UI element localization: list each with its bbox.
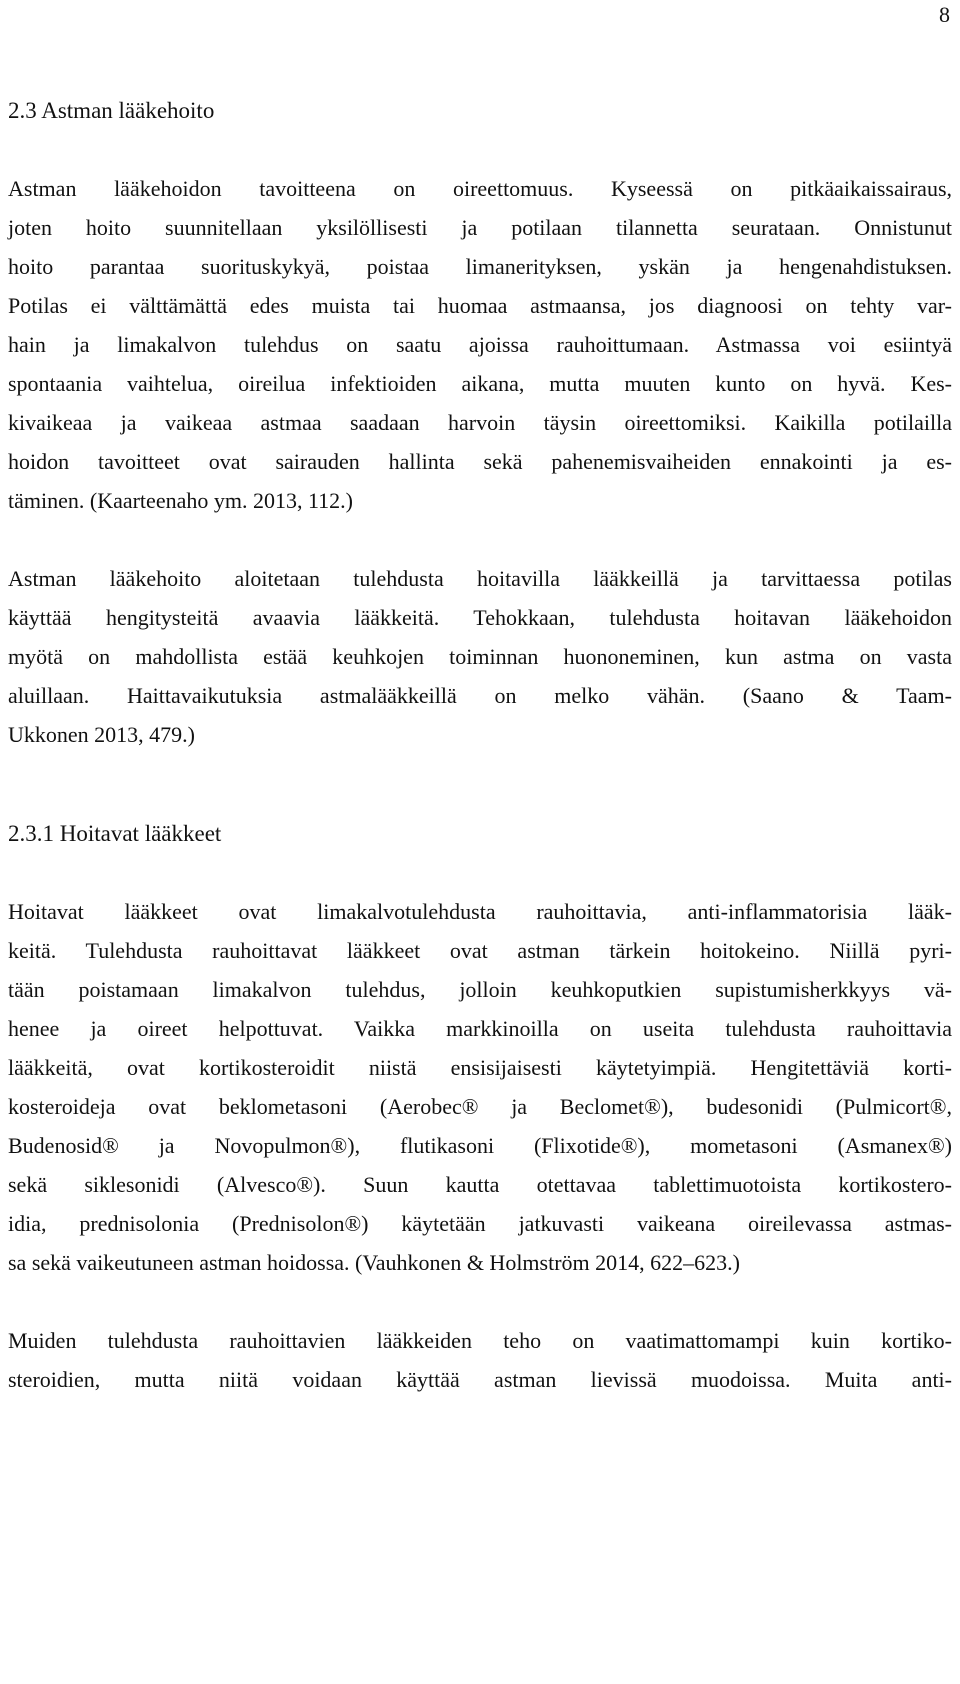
text-line: Astman lääkehoito aloitetaan tulehdusta hoitavilla lääkkeillä ja tarvittaessa potilas — [8, 566, 952, 591]
text-line: sa sekä vaikeutuneen astman hoidossa. (Vauhkonen & Holmström 2014, 622–623.) — [8, 1250, 740, 1275]
page-number: 8 — [939, 2, 950, 27]
text-line: Muiden tulehdusta rauhoittavien lääkkeiden teho on vaatimattomampi kuin kortiko- — [8, 1328, 952, 1353]
text-line: Budenosid® ja Novopulmon®), flutikasoni (Flixotide®), mometasoni (Asmanex®) — [8, 1133, 952, 1158]
text-line: keitä. Tulehdusta rauhoittavat lääkkeet ovat astman tärkein hoitokeino. Niillä pyri- — [8, 938, 952, 963]
text-line: Potilas ei välttämättä edes muista tai huomaa astmaansa, jos diagnoosi on tehty var- — [8, 293, 952, 318]
text-line: Ukkonen 2013, 479.) — [8, 722, 195, 747]
text-line: hoito parantaa suorituskykyä, poistaa limanerityksen, yskän ja hengenahdistuksen. — [8, 254, 952, 279]
text-line: sekä siklesonidi (Alvesco®). Suun kautta otettavaa tablettimuotoista kortikostero- — [8, 1172, 952, 1197]
text-line: idia, prednisolonia (Prednisolon®) käytetään jatkuvasti vaikeana oireilevassa astmas- — [8, 1211, 952, 1236]
subsection-heading: 2.3.1 Hoitavat lääkkeet — [8, 821, 222, 846]
text-line: kivaikeaa ja vaikeaa astmaa saadaan harvoin täysin oireettomiksi. Kaikilla potilailla — [8, 410, 952, 435]
text-line: Astman lääkehoidon tavoitteena on oireettomuus. Kyseessä on pitkäaikaissairaus, — [8, 176, 952, 201]
text-line: hoidon tavoitteet ovat sairauden hallinta sekä pahenemisvaiheiden ennakointi ja es- — [8, 449, 952, 474]
text-line: aluillaan. Haittavaikutuksia astmalääkkeillä on melko vähän. (Saano & Taam- — [8, 683, 952, 708]
section-heading: 2.3 Astman lääkehoito — [8, 98, 215, 123]
text-line: spontaania vaihtelua, oireilua infektioiden aikana, mutta muuten kunto on hyvä. Kes- — [8, 371, 952, 396]
text-line: tään poistamaan limakalvon tulehdus, jolloin keuhkoputkien supistumisherkkyys vä- — [8, 977, 952, 1002]
text-line: myötä on mahdollista estää keuhkojen toiminnan huononeminen, kun astma on vasta — [8, 644, 952, 669]
text-line: Hoitavat lääkkeet ovat limakalvotulehdusta rauhoittavia, anti-inflammatorisia lääk- — [8, 899, 952, 924]
text-line: lääkkeitä, ovat kortikosteroidit niistä ensisijaisesti käytetyimpiä. Hengitettäviä korti- — [8, 1055, 952, 1080]
text-line: täminen. (Kaarteenaho ym. 2013, 112.) — [8, 488, 353, 513]
text-line: steroidien, mutta niitä voidaan käyttää astman lievissä muodoissa. Muita anti- — [8, 1367, 952, 1392]
text-line: kosteroideja ovat beklometasoni (Aerobec® ja Beclomet®), budesonidi (Pulmicort®, — [8, 1094, 952, 1119]
text-line: käyttää hengitysteitä avaavia lääkkeitä. Tehokkaan, tulehdusta hoitavan lääkehoidon — [8, 605, 952, 630]
text-line: hain ja limakalvon tulehdus on saatu ajoissa rauhoittumaan. Astmassa voi esiintyä — [8, 332, 952, 357]
text-line: joten hoito suunnitellaan yksilöllisesti ja potilaan tilannetta seurataan. Onnistunut — [8, 215, 952, 240]
text-line: henee ja oireet helpottuvat. Vaikka markkinoilla on useita tulehdusta rauhoittavia — [8, 1016, 952, 1041]
